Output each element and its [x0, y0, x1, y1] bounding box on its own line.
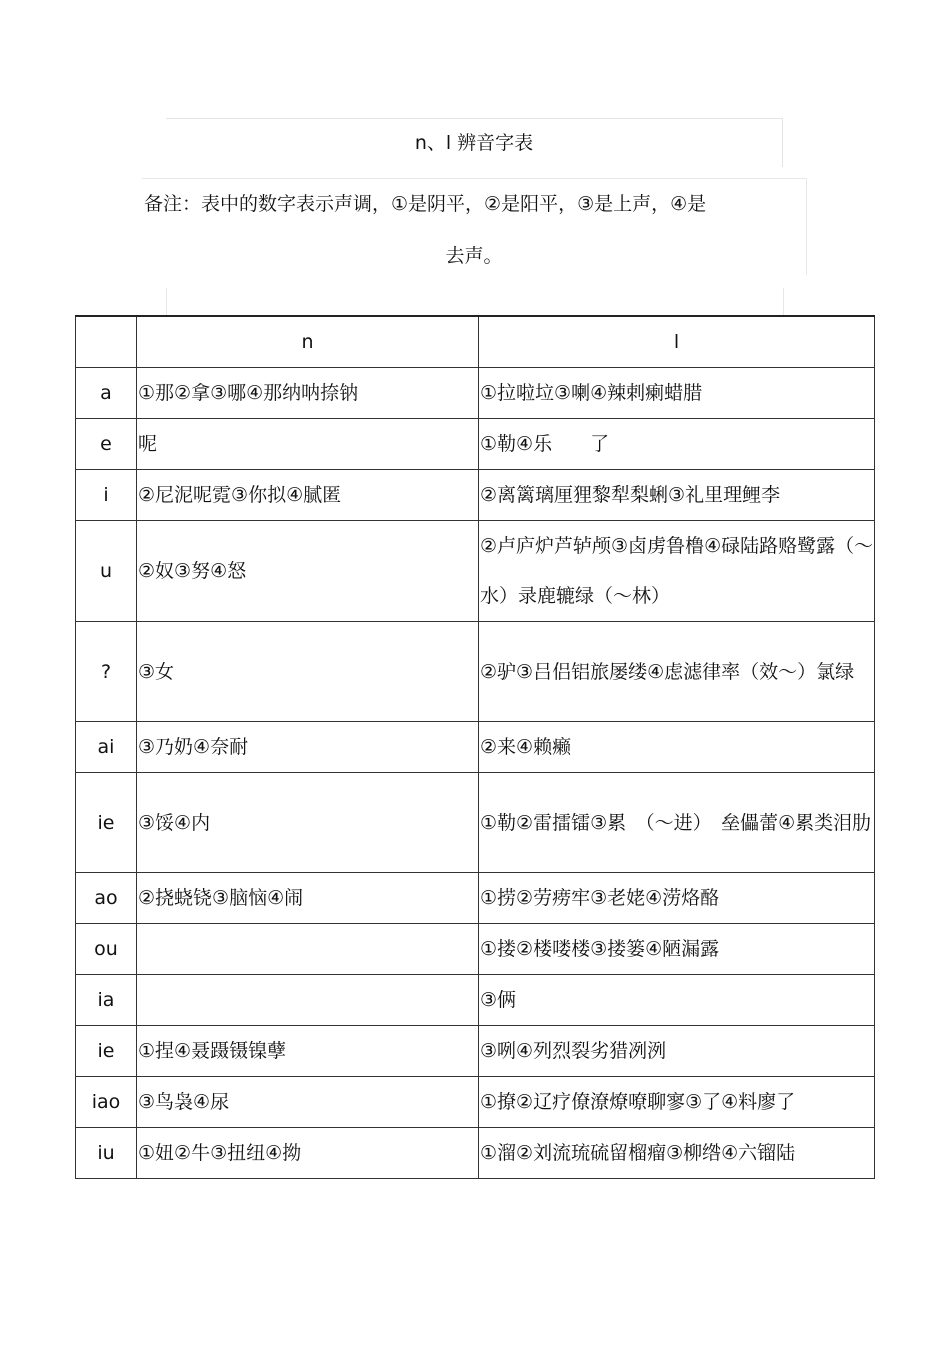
header-n: n [137, 316, 479, 368]
final-cell: iao [76, 1077, 137, 1128]
l-cell: ①撩②辽疗僚潦燎嘹聊寥③了④料廖了 [479, 1077, 875, 1128]
l-cell: ①搂②楼喽楼③搂篓④陋漏露 [479, 924, 875, 975]
n-cell: ①妞②牛③扭纽④拗 [137, 1128, 479, 1179]
n-cell: ②尼泥呢霓③你拟④腻匿 [137, 470, 479, 521]
n-cell [137, 975, 479, 1026]
final-cell: a [76, 368, 137, 419]
spacer-box [166, 288, 784, 315]
n-cell [137, 924, 479, 975]
table-row [76, 622, 875, 722]
table-row [76, 419, 875, 470]
n-cell: ③乃奶④奈耐 [137, 722, 479, 773]
n-cell: ①捏④聂蹑镊镍孽 [137, 1026, 479, 1077]
n-cell: ③鸟袅④尿 [137, 1077, 479, 1128]
header-l: l [479, 316, 875, 368]
table-row [76, 722, 875, 773]
final-cell: ai [76, 722, 137, 773]
table-row [76, 1026, 875, 1077]
table-row [76, 1077, 875, 1128]
final-cell: ie [76, 1026, 137, 1077]
l-cell: ①溜②刘流琉硫留榴瘤③柳绺④六镏陆 [479, 1128, 875, 1179]
table-row [76, 773, 875, 873]
header-key [76, 316, 137, 368]
n-cell: ③馁④内 [137, 773, 479, 873]
note-box [142, 178, 807, 275]
final-cell: iu [76, 1128, 137, 1179]
n-cell: 呢 [137, 419, 479, 470]
l-cell: ②来④赖癞 [479, 722, 875, 773]
l-cell: ①勒④乐 了 [479, 419, 875, 470]
l-cell: ②离篱璃厘狸黎犁梨蜊③礼里理鲤李 [479, 470, 875, 521]
table-row [76, 975, 875, 1026]
l-cell: ③咧④列烈裂劣猎冽洌 [479, 1026, 875, 1077]
pronunciation-table [75, 315, 875, 1179]
l-cell: ①勒②雷擂镭③累 （～进） 垒儡蕾④累类泪肋 [479, 773, 875, 873]
final-cell: i [76, 470, 137, 521]
table-row [76, 873, 875, 924]
l-cell: ②驴③吕侣铝旅屡缕④虑滤律率（效～）氯绿 [479, 622, 875, 722]
table-row [76, 924, 875, 975]
l-cell: ①捞②劳痨牢③老姥④涝烙酪 [479, 873, 875, 924]
l-cell: ③俩 [479, 975, 875, 1026]
table-row [76, 470, 875, 521]
final-cell: ? [76, 622, 137, 722]
final-cell: e [76, 419, 137, 470]
n-cell: ③女 [137, 622, 479, 722]
l-cell: ②卢庐炉芦轳颅③卤虏鲁橹④碌陆路赂鹭露（～水）录鹿辘绿（～林） [479, 521, 875, 622]
note-line-1: 备注：表中的数字表示声调，①是阴平，②是阳平，③是上声，④是 [144, 193, 707, 215]
final-cell: ie [76, 773, 137, 873]
n-cell: ②奴③努④怒 [137, 521, 479, 622]
page-title: n、l 辨音字表 [414, 132, 534, 154]
final-cell: ao [76, 873, 137, 924]
final-cell: u [76, 521, 137, 622]
table-header-row [76, 316, 875, 368]
l-cell: ①拉啦垃③喇④辣剌瘌蜡腊 [479, 368, 875, 419]
final-cell: ia [76, 975, 137, 1026]
final-cell: ou [76, 924, 137, 975]
table-row [76, 1128, 875, 1179]
table-row [76, 368, 875, 419]
n-cell: ②挠蛲铙③脑恼④闹 [137, 873, 479, 924]
note-line-2: 去声。 [445, 245, 503, 267]
table-row [76, 521, 875, 622]
title-box [166, 118, 783, 167]
n-cell: ①那②拿③哪④那纳呐捺钠 [137, 368, 479, 419]
